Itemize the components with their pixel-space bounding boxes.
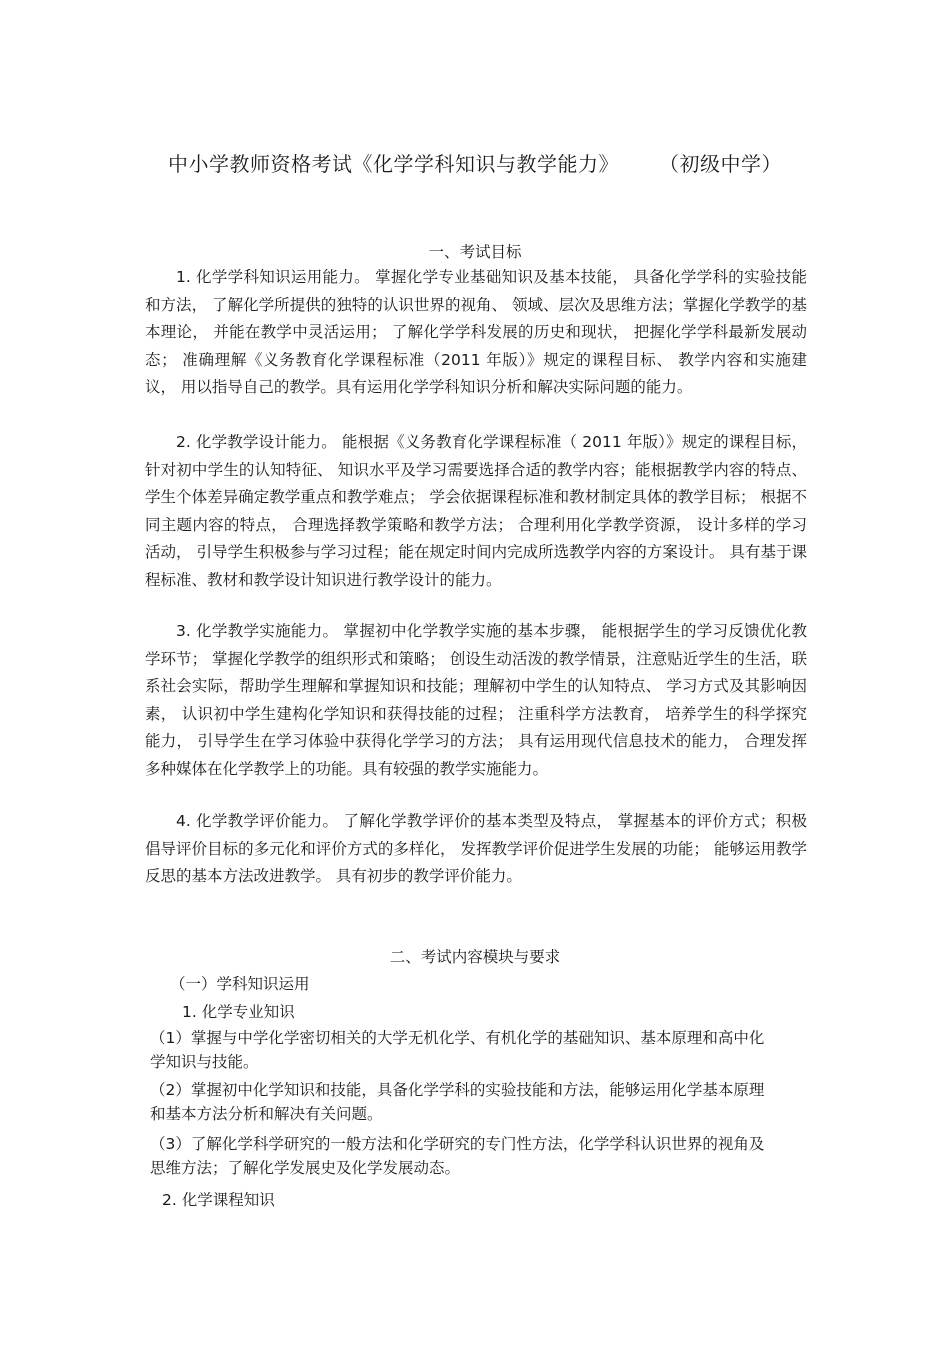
subsection-knowledge: （一）学科知识运用: [170, 975, 310, 993]
paragraph-goal-1: 1. 化学学科知识运用能力。 掌握化学专业基础知识及基本技能， 具备化学学科的实验技能和方法， 了解化学所提供的独特的认识世界的视角、 领域、层次及思维方法；掌握化学教学的基本理论， 并能在教学中灵活运用； 了解化学学科发展的历史和现状， 把握化学学科最新发展动态； 准确理解《义务教育化学课程标准（2011 年版）》规定的课程目标、 教学内容和实施建议， 用以指导自己的教学。具有运用化学学科知识分析和解决实际问题的能力。: [145, 268, 807, 396]
item-chemistry-knowledge: 1. 化学专业知识: [182, 1003, 295, 1021]
title-main: 中小学教师资格考试《化学学科知识与教学能力》: [168, 152, 619, 176]
paragraph-goal-2: 2. 化学教学设计能力。 能根据《义务教育化学课程标准（ 2011 年版）》规定的课程目标， 针对初中学生的认知特征、 知识水平及学习需要选择合适的教学内容；能根据教学内容的特点、 学生个体差异确定教学重点和教学难点； 学会依据课程标准和教材制定具体的教学目标； 根据不同主题内容的特点， 合理选择教学策略和教学方法； 合理利用化学教学资源， 设计多样的学习活动， 引导学生积极参与学习过程；能在规定时间内完成所选教学内容的方案设计。 具有基于课程标准、教材和教学设计知识进行教学设计的能力。: [145, 433, 807, 589]
document-title: [0, 148, 950, 177]
section-heading-content: 二、考试内容模块与要求: [389, 948, 561, 966]
point-2: （2）掌握初中化学知识和技能，具备化学学科的实验技能和方法，能够运用化学基本原理和基本方法分析和解决有关问题。: [150, 1081, 765, 1123]
section-heading-goals: 一、考试目标: [428, 243, 522, 261]
point-1: （1）掌握与中学化学密切相关的大学无机化学、有机化学的基础知识、基本原理和高中化学知识与技能。: [150, 1029, 765, 1071]
paragraph-goal-3: 3. 化学教学实施能力。 掌握初中化学教学实施的基本步骤， 能根据学生的学习反馈优化教学环节； 掌握化学教学的组织形式和策略； 创设生动活泼的教学情景，注意贴近学生的生活，联系社会实际，帮助学生理解和掌握知识和技能；理解初中学生的认知特点、 学习方式及其影响因素， 认识初中学生建构化学知识和获得技能的过程； 注重科学方法教育， 培养学生的科学探究能力， 引导学生在学习体验中获得化学学习的方法； 具有运用现代信息技术的能力， 合理发挥多种媒体在化学教学上的功能。具有较强的教学实施能力。: [145, 622, 807, 778]
point-3: （3）了解化学科学研究的一般方法和化学研究的专门性方法，化学学科认识世界的视角及思维方法；了解化学发展史及化学发展动态。: [150, 1135, 765, 1177]
paragraph-goal-4: 4. 化学教学评价能力。 了解化学教学评价的基本类型及特点， 掌握基本的评价方式；积极倡导评价目标的多元化和评价方式的多样化， 发挥教学评价促进学生发展的功能； 能够运用教学反思的基本方法改进教学。 具有初步的教学评价能力。: [145, 812, 807, 885]
title-sub: （初级中学）: [659, 152, 782, 176]
item-curriculum-knowledge: 2. 化学课程知识: [162, 1191, 275, 1209]
